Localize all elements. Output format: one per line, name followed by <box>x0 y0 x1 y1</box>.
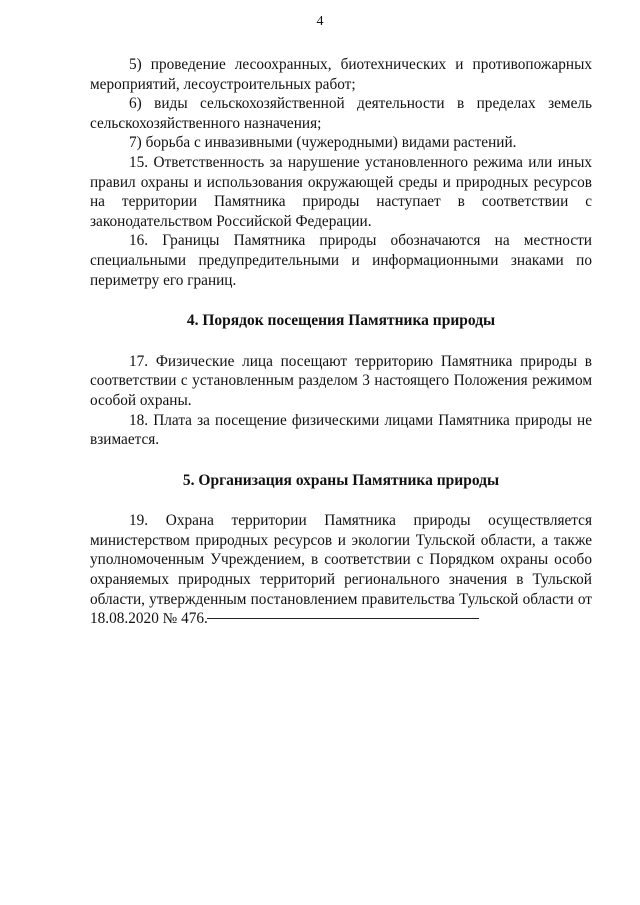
paragraph-item-6: 6) виды сельскохозяйственной деятельности в пределах земель сельскохозяйственного назначения; <box>90 95 592 132</box>
paragraph-15: 15. Ответственность за нарушение установленного режима или иных правил охраны и использования окружающей среды и природных ресурсов на территории Памятника природы наступает в соответствии с законодательством Российской Федерации. <box>90 153 592 230</box>
paragraph-16: 16. Границы Памятника природы обозначаются на местности специальными предупредительными и информационными знаками по периметру его границ. <box>90 232 592 289</box>
paragraph-item-5: 5) проведение лесоохранных, биотехнических и противопожарных мероприятий, лесоустроительных работ; <box>90 56 592 93</box>
spacer <box>90 290 592 311</box>
spacer <box>90 490 592 511</box>
paragraph-19: 19. Охрана территории Памятника природы осуществляется министерством природных ресурсов и экологии Тульской области, а также уполномоченным Учреждением, в соответствии с Порядком охраны особо охраняемых природных территорий регионального значения в Тульской области, утвержденным постановлением правительства Тульской области от 18.08.2020 № 476. <box>90 512 592 628</box>
spacer <box>90 331 592 352</box>
document-body <box>90 55 592 629</box>
page-number: 4 <box>316 14 324 29</box>
paragraph-17: 17. Физические лица посещают территорию Памятника природы в соответствии с установленным разделом 3 настоящего Положения режимом особой охраны. <box>90 352 592 409</box>
paragraph-18: 18. Плата за посещение физическими лицами Памятника природы не взимается. <box>90 411 592 449</box>
section-4-heading: 4. Порядок посещения Памятника природы <box>186 312 496 330</box>
closing-rule <box>207 618 479 619</box>
spacer <box>90 450 592 471</box>
section-5-heading: 5. Организация охраны Памятника природы <box>182 471 500 489</box>
paragraph-item-7: 7) борьба с инвазивными (чужеродными) видами растений. <box>129 134 517 152</box>
